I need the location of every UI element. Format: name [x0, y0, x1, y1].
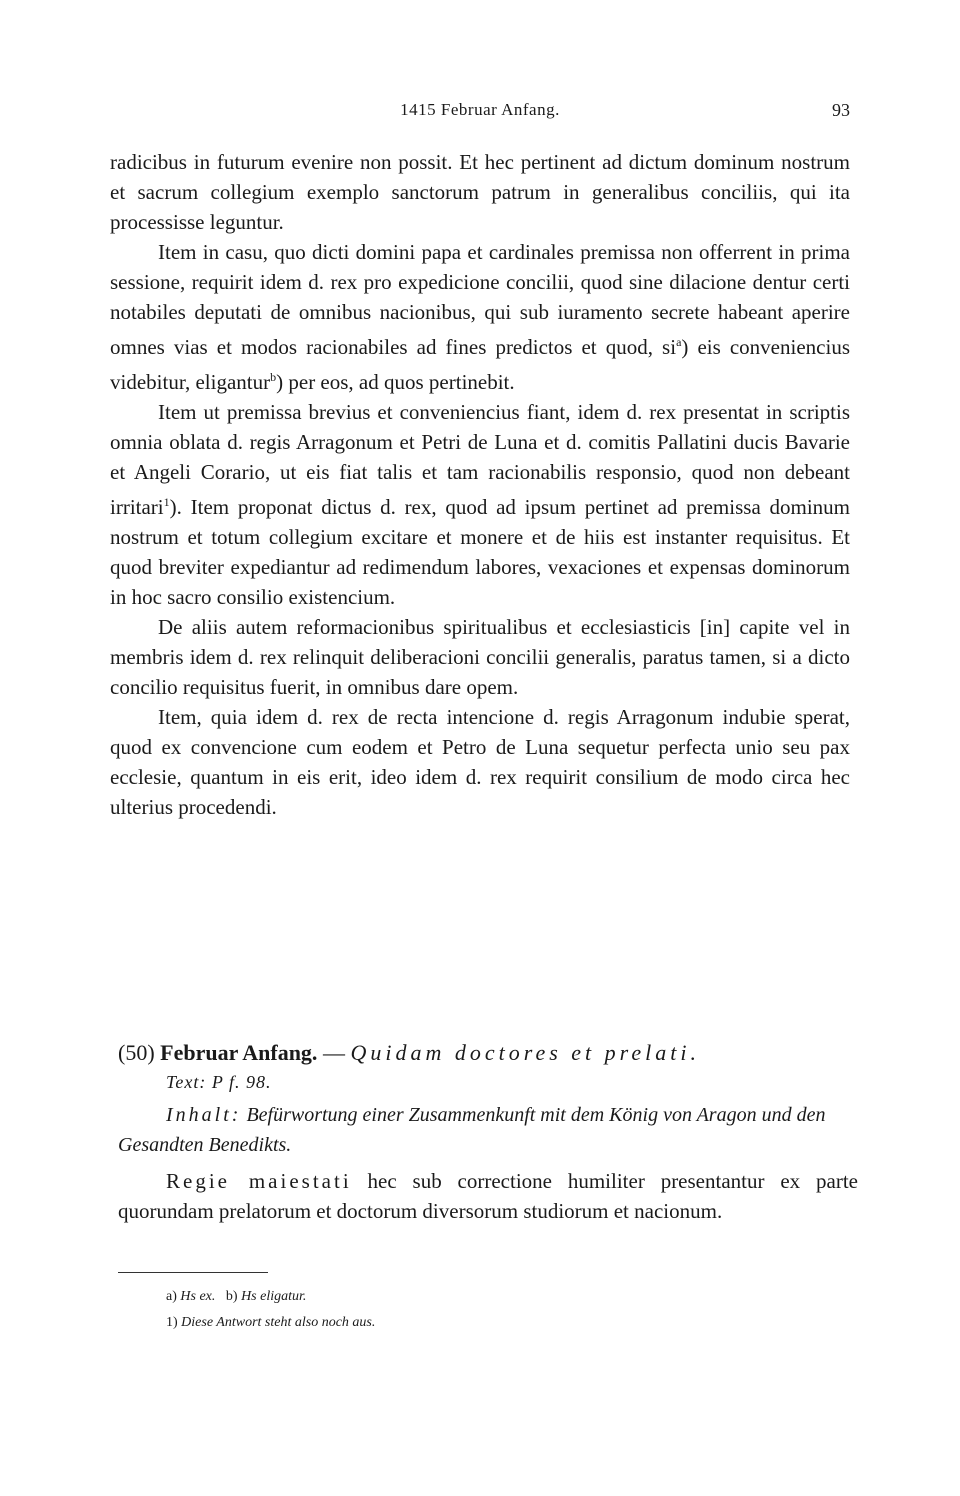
- footnote-b-text: Hs eligatur.: [241, 1289, 307, 1304]
- paragraph-5: Item, quia idem d. rex de recta intencione d. regis Arragonum indubie sperat, quod ex convencione cum eodem et Petro de Luna sequetur perfecta unio seu pax ecclesie, quantum in eis erit, ideo idem d. rex requirit consilium de modo circa hec ulterius procedendi.: [110, 705, 850, 819]
- paragraph-2-text-a: Item in casu, quo dicti domini papa et cardinales premissa non offerrent in prima sessione, requirit idem d. rex pro expedicione concilii, quod sine dilacione dentur certi notabiles deputati de omnibus nacionibus, qui sub iuramento secrete habeant aperire omnes vias et modos racionabiles ad fines predictos et quod, si: [110, 240, 850, 359]
- footnote-1-mark: 1): [166, 1315, 178, 1330]
- regie-spaced: Regie maiestati: [166, 1169, 352, 1193]
- paragraph-2: [110, 237, 850, 397]
- footnote-b-mark: b): [225, 1289, 238, 1304]
- paragraph-3-text-b: ). Item proponat dictus d. rex, quod ad ipsum pertinet ad premissa dominum nostrum et totum collegium excitare et monere et de hiis est instanter requisitus. Et quod breviter expediantur ad redimendum labores, vexaciones et expensas dominorum in hoc sacro consilio existencium.: [110, 495, 850, 609]
- footnote-ref-a: a: [676, 335, 682, 349]
- heading-dash: —: [322, 1040, 345, 1065]
- page-number: 93: [832, 100, 850, 120]
- footnote-ab: [166, 1284, 375, 1310]
- paragraph-1: radicibus in futurum evenire non possit. Et hec pertinent ad dictum dominum nostrum et sacrum collegium exemplo sanctorum patrum in generalibus conciliis, qui ita processisse leguntur.: [110, 150, 850, 234]
- content-summary: [118, 1100, 858, 1160]
- footnote-ref-b: b: [270, 370, 277, 384]
- document-heading: [118, 1038, 858, 1068]
- paragraph-2-text-b: ) eis conveniencius videbitur, eligantur: [110, 335, 850, 394]
- running-title: 1415 Februar Anfang.: [400, 100, 560, 119]
- regie-rest: hec sub correctione humiliter presentantur ex parte quorundam prelatorum et doctorum diversorum studiorum et nacionum.: [118, 1169, 858, 1223]
- footnote-a-mark: a): [166, 1289, 177, 1304]
- footnote-divider: [118, 1272, 268, 1273]
- paragraph-3-text-a: Item ut premissa brevius et conveniencius fiant, idem d. rex presentat in scriptis omnia oblata d. regis Arragonum et Petri de Luna et d. comitis Pallatini ducis Bavarie et Angeli Corario, ut eis fiat talis et tam racionabilis responsio, quod non debeant irritari: [110, 400, 850, 519]
- main-text: [110, 147, 850, 822]
- page-header: [110, 100, 850, 126]
- paragraph-4: De aliis autem reformacionibus spiritualibus et ecclesiasticis [in] capite vel in membris idem d. rex relinquit deliberacioni concilii generalis, paratus tamen, si a dicto concilio requisitus fuerit, in omnibus dare opem.: [110, 615, 850, 699]
- footnote-1: [166, 1310, 375, 1336]
- paragraph-3: [110, 397, 850, 612]
- document-date: Februar Anfang.: [160, 1040, 318, 1065]
- footnote-a-text: Hs ex.: [180, 1289, 216, 1304]
- text-source: Text: P f. 98.: [166, 1072, 272, 1092]
- footnote-ref-1: 1: [163, 495, 170, 509]
- inhalt-text: Befürwortung einer Zusammenkunft mit dem König von Aragon und den Gesandten Benedikts.: [118, 1104, 826, 1156]
- paragraph-2-text-c: ) per eos, ad quos pertinebit.: [276, 370, 515, 394]
- inhalt-label: Inhalt:: [166, 1104, 242, 1126]
- document-number: (50): [118, 1040, 155, 1065]
- footnotes: [166, 1284, 375, 1336]
- document-title: Quidam doctores et prelati.: [350, 1040, 700, 1065]
- footnote-1-text: Diese Antwort steht also noch aus.: [181, 1315, 376, 1330]
- document-text: [118, 1166, 858, 1226]
